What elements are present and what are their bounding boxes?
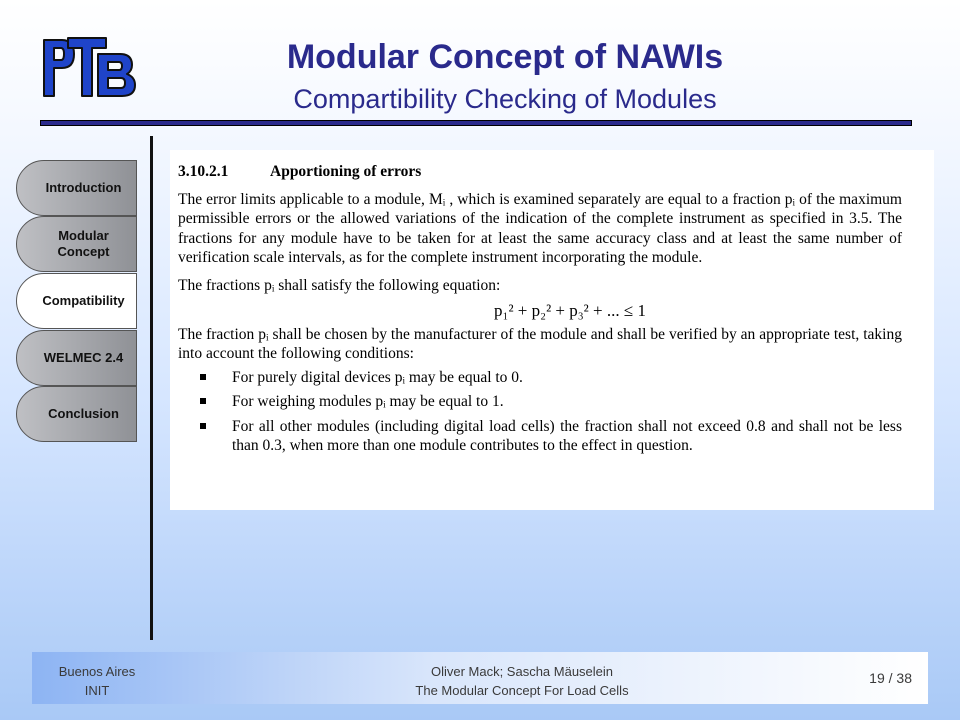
nav-tab-welmec[interactable]: [16, 330, 137, 386]
bullet-icon: [200, 423, 206, 429]
list-item: [178, 392, 902, 412]
nav-tab-introduction[interactable]: [16, 160, 137, 216]
nav-tab-conclusion[interactable]: [16, 386, 137, 442]
nav-tab-label: WELMEC 2.4: [43, 350, 124, 365]
section-title: Apportioning of errors: [270, 163, 422, 180]
footer-author-names: Oliver Mack; Sascha Mäuselein: [430, 664, 614, 679]
footer-bar: [32, 652, 928, 704]
nav-tab-label: Introduction: [45, 180, 122, 195]
list-item: [178, 368, 902, 388]
conditions-list: [178, 368, 902, 456]
nav-tab-label: Modular Concept: [57, 228, 110, 259]
nav-tab-compatibility[interactable]: [16, 273, 137, 329]
section-heading: [178, 162, 902, 182]
list-item: [178, 417, 902, 456]
document-excerpt: [170, 150, 934, 510]
nav-tab-label: Conclusion: [48, 406, 119, 421]
list-item-text: For all other modules (including digital load cells) the fraction shall not exceed 0.8 and shall not be less than 0.3, when more than one module contributes to the effect in question.: [232, 417, 902, 454]
nav-tab-label: Compatibility: [42, 293, 125, 308]
paragraph: The fractions pᵢ shall satisfy the following equation:: [178, 276, 501, 294]
title-rule: [40, 120, 912, 126]
vertical-divider: [150, 136, 153, 640]
list-item-text: For purely digital devices pᵢ may be equal to 0.: [232, 368, 523, 386]
nav-tab-modular-concept[interactable]: [16, 216, 137, 272]
footer-location-org: INIT: [84, 683, 110, 698]
footer-talk-title: The Modular Concept For Load Cells: [415, 683, 629, 698]
equation: p₁² + p₂² + p₃² + ... ≤ 1: [494, 301, 646, 320]
bullet-icon: [200, 398, 206, 404]
slide-title: Modular Concept of NAWIs: [286, 38, 724, 76]
paragraph: The fraction pᵢ shall be chosen by the manufacturer of the module and shall be verified by an appropriate test, taking into account the following conditions:: [178, 325, 902, 362]
page-number: 19 / 38: [869, 670, 912, 686]
footer-location-city: Buenos Aires: [58, 664, 136, 679]
section-number: 3.10.2.1: [178, 163, 229, 180]
ptb-logo: [40, 34, 140, 100]
footer-location: [32, 662, 162, 700]
slide-subtitle: Compartibility Checking of Modules: [293, 84, 717, 114]
list-item-text: For weighing modules pᵢ may be equal to 1.: [232, 393, 504, 410]
paragraph: The error limits applicable to a module, Mᵢ , which is examined separately are equal to a fraction pᵢ of the maximum permissible errors or the allowed variations of the indication of the complete instrument as specified in 3.5. The fractions for any module have to be taken for at least the same accuracy class and at least the same number of verification scale intervals, as for the complete instrument incorporating the module.: [178, 190, 902, 266]
bullet-icon: [200, 374, 206, 380]
footer-authors: [352, 662, 692, 700]
